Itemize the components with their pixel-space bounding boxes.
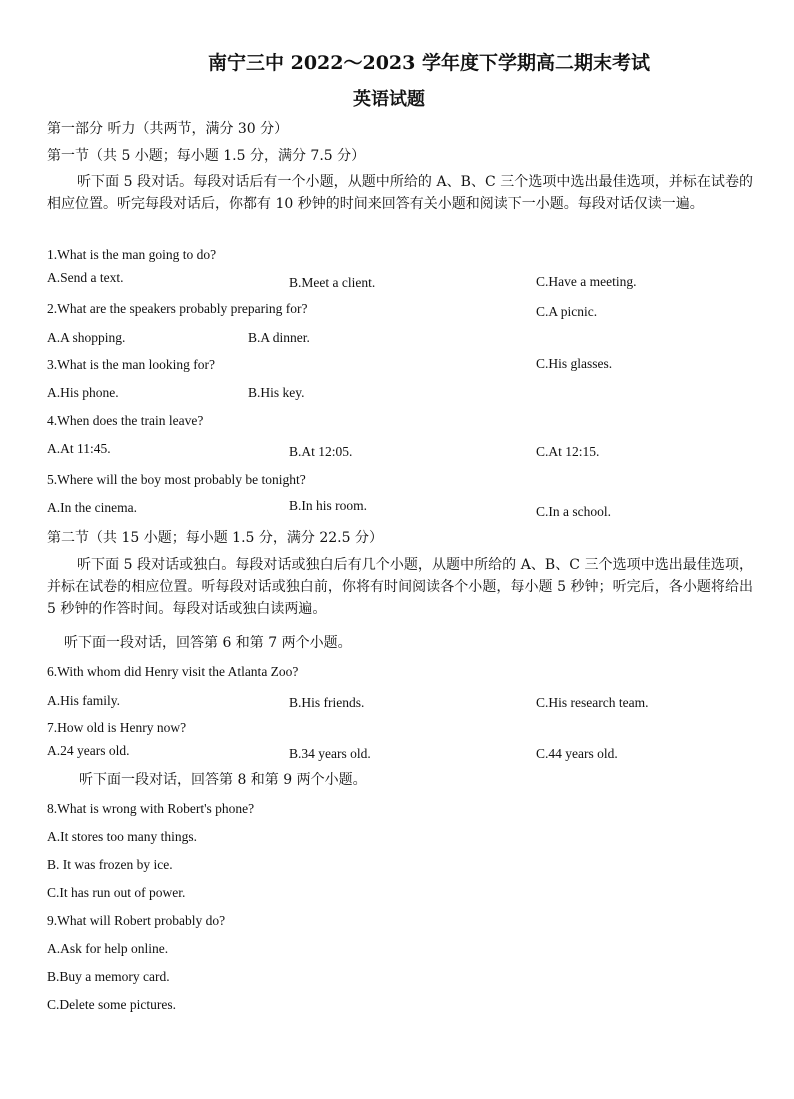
- dialogue-8-9-note: 听下面一段对话，回答第 8 和第 9 两个小题。: [79, 772, 367, 788]
- question-4-option-a: A.At 11:45.: [47, 441, 111, 456]
- question-9-option-b: B.Buy a memory card.: [47, 969, 170, 984]
- question-8-option-a: A.It stores too many things.: [47, 829, 197, 844]
- exam-subtitle: 英语试题: [353, 89, 425, 110]
- question-3-option-b: B.His key.: [248, 385, 305, 400]
- question-2-option-b: B.A dinner.: [248, 330, 310, 345]
- question-9-stem: 9.What will Robert probably do?: [47, 913, 226, 928]
- question-2-stem: 2.What are the speakers probably preparing for?: [47, 301, 308, 316]
- question-2-option-c: C.A picnic.: [536, 304, 598, 319]
- question-4-option-c: C.At 12:15.: [536, 444, 600, 459]
- question-5-option-c: C.In a school.: [536, 504, 611, 519]
- question-6-option-c: C.His research team.: [536, 695, 649, 710]
- question-7-option-b: B.34 years old.: [289, 746, 371, 761]
- question-9-option-a: A.Ask for help online.: [47, 941, 169, 956]
- question-1-option-b: B.Meet a client.: [289, 275, 376, 290]
- exam-title: 南宁三中 2022～2023 学年度下学期高二期末考试: [208, 52, 650, 74]
- question-9-option-c: C.Delete some pictures.: [47, 997, 176, 1012]
- question-1-option-c: C.Have a meeting.: [536, 274, 637, 289]
- question-6-option-a: A.His family.: [47, 693, 120, 708]
- question-1-option-a: A.Send a text.: [47, 270, 124, 285]
- question-7-stem: 7.How old is Henry now?: [47, 720, 187, 735]
- question-3-option-a: A.His phone.: [47, 385, 119, 400]
- question-4-stem: 4.When does the train leave?: [47, 413, 204, 428]
- question-2-option-a: A.A shopping.: [47, 330, 126, 345]
- question-1-stem: 1.What is the man going to do?: [47, 247, 217, 262]
- section1-instructions: 听下面 5 段对话。每段对话后有一个小题，从题中所给的 A、B、C 三个选项中选出最佳选项，并标在试卷的相应位置。听完每段对话后，你都有 10 秒钟的时间来回答有关小题和阅读下一小题。每段对话仅读一遍。: [47, 174, 753, 212]
- question-5-stem: 5.Where will the boy most probably be tonight?: [47, 472, 306, 487]
- question-6-stem: 6.With whom did Henry visit the Atlanta Zoo?: [47, 664, 299, 679]
- question-5-option-b: B.In his room.: [289, 498, 368, 513]
- question-8-stem: 8.What is wrong with Robert's phone?: [47, 801, 255, 816]
- question-6-option-b: B.His friends.: [289, 695, 365, 710]
- question-8-option-b: B. It was frozen by ice.: [47, 857, 173, 872]
- question-3-stem: 3.What is the man looking for?: [47, 357, 215, 372]
- section2-instructions: 听下面 5 段对话或独白。每段对话或独白后有几个小题，从题中所给的 A、B、C 三个选项中选出最佳选项，并标在试卷的相应位置。听每段对话或独白前，你将有时间阅读各个小题，每小题 5 秒钟；听完后，各小题将给出 5 秒钟的作答时间。每段对话或独白读两遍。: [47, 557, 753, 617]
- question-8-option-c: C.It has run out of power.: [47, 885, 186, 900]
- question-7-option-a: A.24 years old.: [47, 743, 130, 758]
- question-5-option-a: A.In the cinema.: [47, 500, 137, 515]
- question-7-option-c: C.44 years old.: [536, 746, 618, 761]
- question-4-option-b: B.At 12:05.: [289, 444, 353, 459]
- dialogue-6-7-note: 听下面一段对话，回答第 6 和第 7 两个小题。: [64, 635, 352, 651]
- section2-heading: 第二节（共 15 小题；每小题 1.5 分，满分 22.5 分）: [47, 530, 383, 546]
- part1-heading: 第一部分 听力（共两节，满分 30 分）: [47, 121, 289, 137]
- section1-heading: 第一节（共 5 小题；每小题 1.5 分，满分 7.5 分）: [47, 148, 366, 164]
- question-3-option-c: C.His glasses.: [536, 356, 613, 371]
